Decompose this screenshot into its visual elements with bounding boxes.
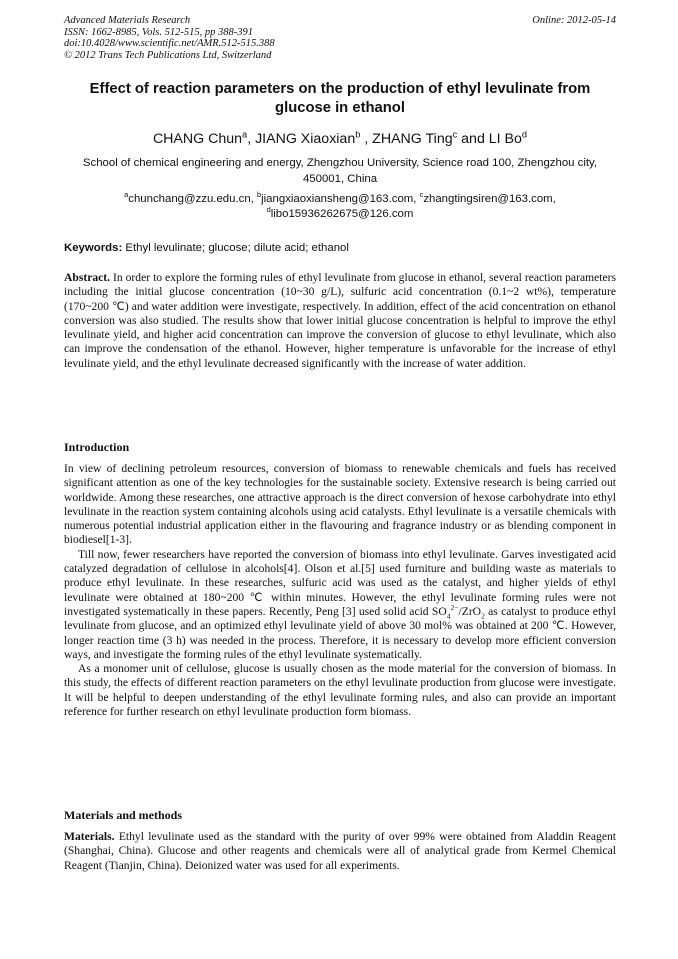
email-address: jiangxiaoxiansheng@163.com,: [261, 193, 420, 205]
paragraph: As a monomer unit of cellulose, glucose is usually chosen as the mode material for the conversion of biomass. In this study, the effects of different reaction parameters on the ethyl levulinate production from glucose were investigate. It will be helpful to deepen understanding of the ethyl levulinate forming rules, and also can provide an important reference for further research on ethyl levulinate production form biomass.: [64, 662, 616, 719]
keywords-text: Ethyl levulinate; glucose; dilute acid; ethanol: [122, 242, 349, 254]
author-list: [64, 130, 616, 148]
journal-name: Advanced Materials Research: [64, 15, 191, 26]
introduction-heading: Introduction: [64, 440, 130, 454]
paragraph: [64, 548, 616, 662]
abstract-text: In order to explore the forming rules of ethyl levulinate from glucose in ethanol, several reaction parameters including the initial glucose concentration (10~30 g/L), sulfuric acid concentration (0.1~2 wt%), temperature (170~200 ℃) and water addition were investigate, respectively. In addition, effect of the acid concentration on ethanol conversion was also studied. The results show that lower initial glucose concentration is helpful to improve the ethyl levulinate yield, and higher acid concentration can improve the conversion of glucose to ethyl levulinate, which also can improve the condensation of the ethanol. However, higher temperature is unfavorable for the increase of ethyl levulinate yield, and the ethyl levulinate decreased significantly with the increase of water addition.: [64, 271, 616, 370]
abstract-label: Abstract.: [64, 271, 111, 284]
author-name: , JIANG Xiaoxian: [247, 131, 356, 147]
author-superscript: a: [242, 129, 248, 140]
introduction-body: [64, 462, 616, 719]
abstract: [64, 271, 616, 371]
keywords-label: Keywords:: [64, 242, 123, 254]
author-name: , ZHANG Ting: [360, 131, 453, 147]
formula-superscript: 2−: [450, 603, 459, 613]
paragraph: In view of declining petroleum resources, conversion of biomass to renewable chemicals and fuels has received significant attention as one of the key technologies for the sustainable society. Extensive research is being carried out worldwide. Among these researches, one attractive approach is the direct conversion of hexose carbohydrate into ethyl levulinate in the reaction system containing alcohols using acid catalysts. Ethyl levulinate is a versatile chemicals with numerous potential industrial application either in the flavouring and fragrance industry or as blending component in biodiesel[1-3].: [64, 462, 616, 547]
copyright-line: © 2012 Trans Tech Publications Ltd, Switzerland: [64, 49, 272, 61]
online-date: Online: 2012-05-14: [532, 15, 616, 26]
email-superscript: c: [419, 190, 424, 200]
journal-header: [64, 15, 616, 61]
email-address: libo15936262675@126.com: [270, 208, 414, 220]
email-address: zhangtingsiren@163.com,: [423, 193, 556, 205]
email-superscript: a: [124, 190, 129, 200]
keywords: [64, 241, 616, 256]
author-superscript: b: [355, 129, 361, 140]
doi-line: doi:10.4028/www.scientific.net/AMR.512-515.388: [64, 38, 275, 49]
email-list: [64, 192, 616, 222]
materials-label: Materials.: [64, 830, 115, 843]
formula-subscript: 2: [481, 611, 485, 621]
materials-text: Ethyl levulinate used as the standard with the purity of over 99% were obtained from Aladdin Reagent (Shanghai, China). Glucose and other reagents and chemicals were all of analytical grade from Kermel Chemical Reagent (Tianjin, China). Deionized water was used for all experiments.: [64, 830, 616, 872]
paragraph-text: as catalyst to produce ethyl levulinate from glucose, and an optimized ethyl levulinate yield of above 30 mol% was obtained at 200 ℃. However, longer reaction time (3 h) was needed in the process. Therefore, it is necessary to develop more efficient conversion ways, and investigate the forming rules of the ethyl levulinate systematically.: [64, 604, 616, 661]
email-superscript: b: [257, 190, 262, 200]
author-superscript: d: [521, 129, 528, 140]
author-name: and LI Bo: [457, 131, 522, 147]
email-address: chunchang@zzu.edu.cn,: [128, 193, 257, 205]
formula-subscript: 4: [446, 611, 451, 621]
author-superscript: c: [452, 129, 458, 140]
methods-heading: Materials and methods: [64, 808, 182, 822]
paragraph-text: Till now, fewer researchers have reported the conversion of biomass into ethyl levulinate. Garves investigated acid catalyzed degradation of cellulose in alcohols[4]. Olson et al.[5] used furniture and building waste as materials to produce ethyl levulinate. In these researches, sulfuric acid was used as the catalyst, and higher yields of ethyl levulinate were obtained at 180~200 ℃ within minutes. However, the ethyl levulinate forming rules were not investigated systematically in these papers. Recently, Peng [3] used solid acid SO: [64, 547, 616, 618]
author-name: CHANG Chun: [152, 131, 243, 147]
email-superscript: d: [266, 205, 271, 215]
materials-paragraph: [64, 830, 616, 873]
affiliation: School of chemical engineering and energy, Zhengzhou University, Science road 100, Zhengzhou city, 450001, China: [82, 157, 598, 185]
paper-title: Effect of reaction parameters on the production of ethyl levulinate from glucose in ethanol: [89, 81, 591, 116]
issn-line: ISSN: 1662-8985, Vols. 512-515, pp 388-391: [64, 26, 253, 38]
paragraph-text: /ZrO: [458, 604, 482, 618]
